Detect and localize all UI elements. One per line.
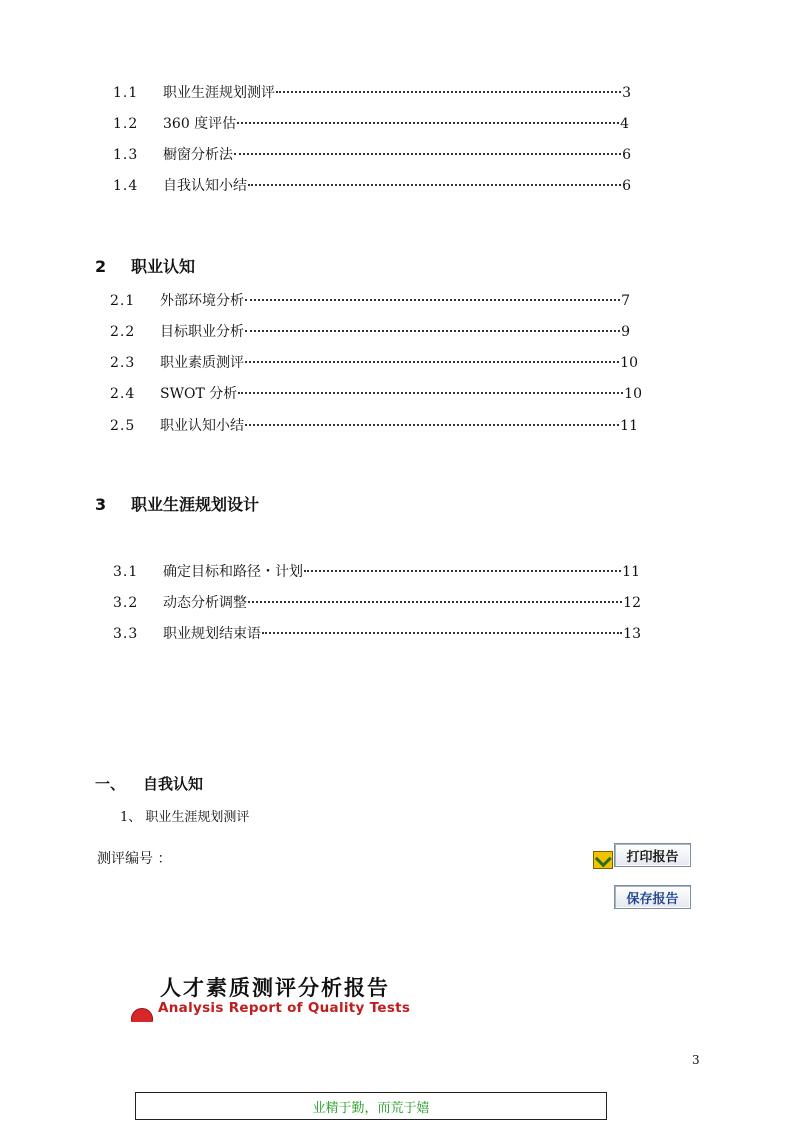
toc-page-number: 3 [622,85,631,101]
toc-entry-3-3[interactable] [113,623,641,643]
toc-page-number: 13 [623,626,641,642]
toc-entry-2-1[interactable] [110,290,630,310]
toc-leader [248,184,621,186]
toc-leader [234,153,621,155]
section-number: 2 [95,257,107,276]
toc-leader [248,601,622,603]
toc-entry-1-2[interactable] [113,113,629,133]
toc-number: 1.2 [113,116,139,132]
save-report-button[interactable]: 保存报告 [614,885,691,909]
toc-entry-3-2[interactable] [113,592,641,612]
toc-leader [245,299,620,301]
toc-leader [237,122,619,124]
toc-number: 2.5 [110,418,136,434]
toc-title: 职业认知小结 [160,418,244,434]
toc-page-number: 9 [621,324,630,340]
toc-leader [304,570,621,572]
toc-section-heading-3[interactable] [95,492,259,515]
report-logo-subtitle: Analysis Report of Quality Tests [158,1000,411,1016]
chapter-title: 自我认知 [143,775,204,793]
toc-number: 2.4 [110,386,136,402]
toc-number: 3.2 [113,595,139,611]
toc-number: 2.1 [110,293,136,309]
toc-leader [245,330,620,332]
toc-entry-3-1[interactable] [113,561,640,581]
footer-motto: 业精于勤，而荒于嬉 [135,1092,607,1120]
toc-entry-1-1[interactable] [113,82,631,102]
toc-leader [238,392,623,394]
report-logo-title: 人才素质测评分析报告 [160,976,390,1000]
toc-page-number: 4 [620,116,629,132]
toc-entry-1-4[interactable] [113,175,631,195]
toc-section-heading-2[interactable] [95,254,195,277]
section-title: 职业生涯规划设计 [131,495,260,514]
toc-leader [245,361,619,363]
chapter-heading [95,773,203,794]
subsection-heading: 1、 职业生涯规划测评 [120,810,250,825]
toc-page-number: 6 [622,178,631,194]
chapter-number: 一、 [95,775,126,793]
toc-number: 3.1 [113,564,139,580]
toc-title: 360 度评估 [163,116,237,132]
section-title: 职业认知 [131,257,196,276]
toc-leader [276,91,621,93]
toc-page-number: 11 [622,564,640,580]
eval-number-label: 测评编号 ： [97,851,172,867]
toc-title: 职业素质测评 [160,355,244,371]
toc-number: 1.4 [113,178,139,194]
section-number: 3 [95,495,107,514]
toc-page-number: 7 [621,293,630,309]
toc-leader [262,632,622,634]
print-report-button[interactable]: 打印报告 [614,843,691,867]
toc-number: 3.3 [113,626,139,642]
toc-title: 确定目标和路径・计划 [163,564,303,580]
toc-title: SWOT 分析 [160,386,238,402]
toc-page-number: 10 [624,386,642,402]
toc-page-number: 12 [623,595,641,611]
toc-number: 1.3 [113,147,139,163]
toc-number: 1.1 [113,85,139,101]
toc-entry-2-2[interactable] [110,321,630,341]
toc-page-number: 10 [620,355,638,371]
print-icon[interactable] [593,851,613,869]
toc-page-number: 6 [622,147,631,163]
toc-title: 自我认知小结 [163,178,247,194]
toc-entry-2-4[interactable] [110,383,642,403]
toc-leader [245,424,619,426]
toc-title: 外部环境分析 [160,293,244,309]
toc-title: 橱窗分析法 [163,147,233,163]
toc-title: 职业规划结束语 [163,626,261,642]
toc-entry-2-3[interactable] [110,352,638,372]
toc-page-number: 11 [620,418,638,434]
logo-emblem-icon [131,1008,153,1022]
toc-title: 职业生涯规划测评 [163,85,275,101]
toc-entry-2-5[interactable] [110,415,638,435]
toc-title: 动态分析调整 [163,595,247,611]
toc-title: 目标职业分析 [160,324,244,340]
toc-number: 2.2 [110,324,136,340]
toc-number: 2.3 [110,355,136,371]
toc-entry-1-3[interactable] [113,144,631,164]
page-number: 3 [692,1053,700,1067]
